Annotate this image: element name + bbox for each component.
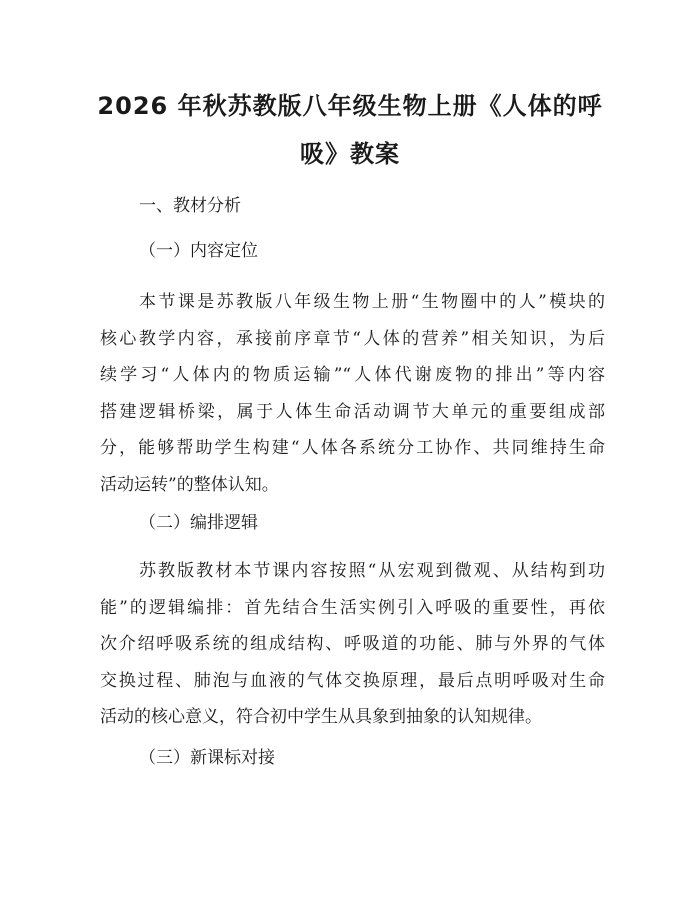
title-line: 2026 年秋苏教版八年级生物上册《人体的呼 (97, 92, 603, 120)
paragraph-line: 核心教学内容，承接前序章节“人体的营养”相关知识，为后 (100, 328, 605, 349)
document-title (90, 82, 610, 178)
paragraph-line: 次介绍呼吸系统的组成结构、呼吸道的功能、肺与外界的气体 (100, 634, 605, 654)
subheading-content-positioning: （一）内容定位 (139, 241, 258, 261)
paragraph-line: 活动运转”的整体认知。 (100, 474, 279, 495)
paragraph-line: 活动的核心意义，符合初中学生从具象到抽象的认知规律。 (100, 707, 542, 727)
paragraph-line: 能”的逻辑编排：首先结合生活实例引入呼吸的重要性，再依 (100, 597, 605, 618)
paragraph-line: 交换过程、肺泡与血液的气体交换原理，最后点明呼吸对生命 (100, 670, 605, 691)
paragraph-line: 续学习“人体内的物质运输”“人体代谢废物的排出”等内容 (100, 365, 605, 385)
title-line: 吸》教案 (300, 140, 400, 168)
section-heading-textbook-analysis: 一、教材分析 (139, 196, 241, 216)
paragraph-line: 苏教版教材本节课内容按照“从宏观到微观、从结构到功 (139, 561, 605, 581)
subheading-curriculum-standard: （三）新课标对接 (139, 748, 275, 768)
paragraph-line: 分，能够帮助学生构建“人体各系统分工协作、共同维持生命 (100, 438, 605, 458)
paragraph-line: 本节课是苏教版八年级生物上册“生物圈中的人”模块的 (139, 292, 605, 312)
paragraph-line: 搭建逻辑桥梁，属于人体生命活动调节大单元的重要组成部 (100, 401, 605, 422)
paragraph-content-positioning (100, 284, 605, 503)
paragraph-arrangement-logic (100, 553, 605, 736)
subheading-arrangement-logic: （二）编排逻辑 (139, 513, 258, 533)
